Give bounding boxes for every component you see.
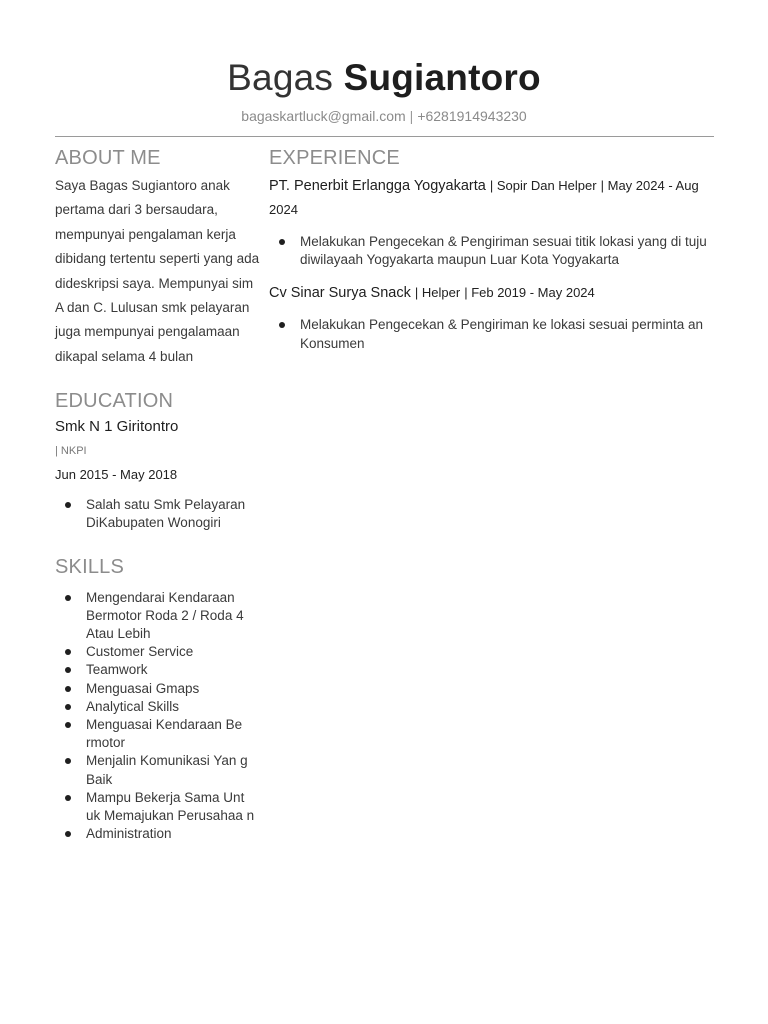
left-column — [55, 146, 260, 844]
bullet-icon — [65, 502, 71, 508]
list-item — [269, 233, 716, 269]
list-item — [55, 496, 260, 532]
bullet-icon — [279, 322, 285, 328]
list-item — [55, 825, 260, 843]
experience-item — [269, 281, 716, 352]
skill-text: Menguasai Gmaps — [86, 680, 200, 696]
bullet-text: Melakukan Pengecekan & Pengiriman sesuai titik lokasi yang di tuju diwilayaah Yogyakarta maupun Luar Kota Yogyakarta — [300, 234, 707, 268]
job-dates: | Feb 2019 - May 2024 — [464, 285, 595, 301]
list-item — [55, 789, 260, 825]
skills-title: SKILLS — [55, 555, 125, 578]
education-dates: Jun 2015 - May 2018 — [55, 467, 178, 483]
experience-bullets — [269, 316, 716, 352]
list-item — [269, 316, 716, 352]
right-column — [269, 146, 716, 353]
resume-header — [0, 0, 768, 124]
skills-list — [55, 589, 260, 844]
bullet-icon — [65, 722, 71, 728]
phone-number: +6281914943230 — [417, 108, 527, 124]
skill-text: Mampu Bekerja Sama Unt uk Memajukan Perusahaa n — [86, 789, 255, 824]
list-item — [55, 643, 260, 661]
skill-text: Menguasai Kendaraan Be rmotor — [86, 717, 243, 751]
bullet-icon — [65, 595, 71, 601]
skill-text: Administration — [86, 826, 172, 842]
list-item — [55, 716, 260, 752]
school-subtitle: | NKPI — [55, 445, 87, 458]
job-role: | Helper — [414, 285, 461, 301]
about-text: Saya Bagas Sugiantoro anak pertama dari 3 bersaudara, mempunyai pengalaman kerja dibidang tertentu seperti yang ada dideskripsi saya. Mempunyai sim A dan C. Lulusan smk pelayaran juga mempunyai pengalamaan dikapal selama 4 bulan — [55, 178, 260, 364]
about-title: ABOUT ME — [55, 147, 161, 169]
education-title: EDUCATION — [55, 390, 174, 413]
skill-text: Mengendarai Kendaraan Bermotor Roda 2 / Roda 4 Atau Lebih — [86, 589, 244, 642]
list-item — [55, 680, 260, 698]
bullet-icon — [65, 667, 71, 673]
bullet-icon — [65, 704, 71, 710]
job-dates: | May 2024 - Aug 2024 — [269, 178, 699, 217]
contact-separator: | — [409, 108, 414, 124]
bullet-icon — [65, 795, 71, 801]
skill-text: Menjalin Komunikasi Yan g Baik — [86, 753, 248, 787]
school-name: Smk N 1 Giritontro — [55, 418, 179, 436]
list-item — [55, 589, 260, 644]
experience-bullets — [269, 233, 716, 269]
candidate-name — [0, 56, 768, 100]
company-name: Cv Sinar Surya Snack — [269, 285, 411, 302]
education-bullets — [55, 496, 260, 532]
list-item — [55, 752, 260, 788]
email-link[interactable]: bagaskartluck@gmail.com — [241, 108, 406, 124]
skill-text: Teamwork — [86, 662, 148, 678]
bullet-icon — [65, 758, 71, 764]
experience-heading — [269, 174, 716, 222]
job-role: | Sopir Dan Helper — [489, 178, 597, 193]
bullet-icon — [65, 649, 71, 655]
bullet-icon — [65, 831, 71, 837]
header-divider — [55, 136, 714, 137]
bullet-text: Melakukan Pengecekan & Pengiriman ke lokasi sesuai perminta an Konsumen — [300, 317, 703, 351]
last-name: Sugiantoro — [343, 57, 541, 98]
experience-item — [269, 174, 716, 269]
first-name: Bagas — [227, 57, 334, 98]
company-name: PT. Penerbit Erlangga Yogyakarta — [269, 178, 486, 194]
skill-text: Analytical Skills — [86, 698, 180, 714]
skill-text: Customer Service — [86, 644, 194, 660]
list-item — [55, 698, 260, 716]
bullet-icon — [65, 686, 71, 692]
experience-heading — [269, 281, 716, 305]
experience-title: EXPERIENCE — [269, 147, 400, 169]
contact-line — [0, 108, 768, 124]
bullet-icon — [279, 239, 285, 245]
list-item — [55, 661, 260, 679]
bullet-text: Salah satu Smk Pelayaran DiKabupaten Wonogiri — [86, 497, 246, 531]
